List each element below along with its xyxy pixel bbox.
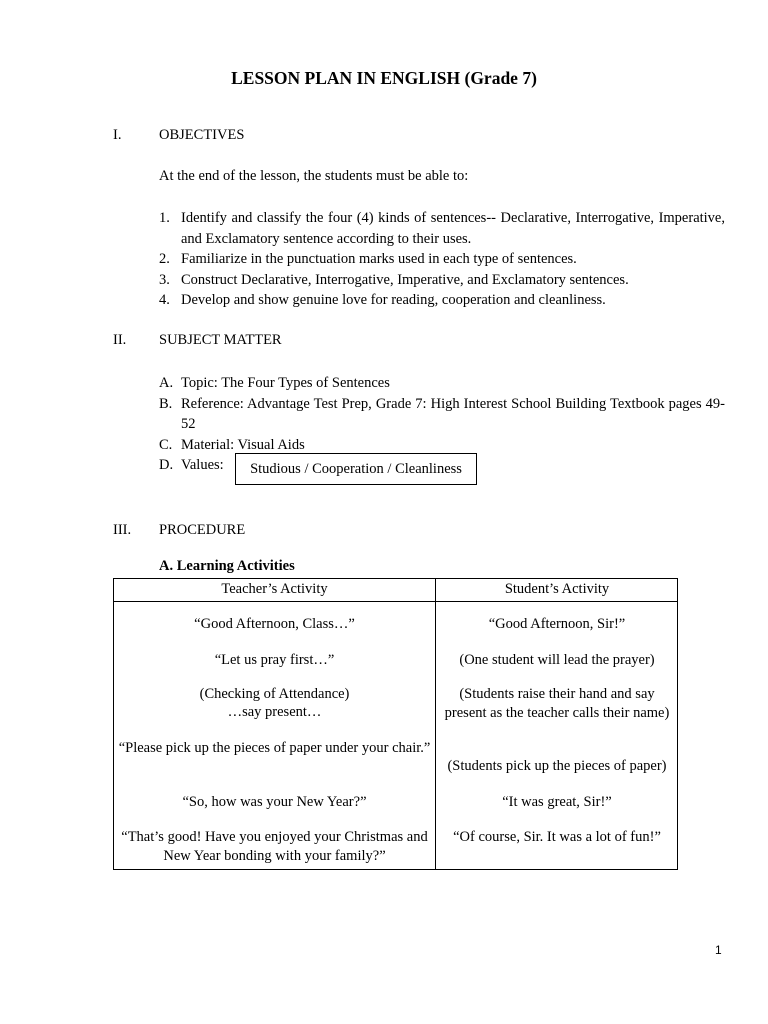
list-item	[159, 270, 725, 291]
list-item-text: Material: Visual Aids	[181, 436, 305, 453]
section-number-procedure: III.	[113, 522, 132, 538]
section-number-subject-matter: II.	[113, 332, 127, 348]
list-item-text: Reference: Advantage Test Prep, Grade 7: High Interest School Building Textbook pages 49-52	[181, 395, 725, 432]
list-marker: 3.	[159, 271, 170, 288]
values-box: Studious / Cooperation / Cleanliness	[235, 453, 477, 485]
list-marker: C.	[159, 436, 173, 453]
list-marker: A.	[159, 375, 174, 391]
teacher-activity-cell: “Let us pray first…”	[214, 652, 335, 668]
list-item-text: Identify and classify the four (4) kinds of sentences-- Declarative, Interrogative, Imperative, and Exclamatory sentence according to their uses.	[181, 210, 725, 247]
list-item	[159, 373, 725, 394]
list-item	[159, 249, 725, 270]
objectives-intro: At the end of the lesson, the students must be able to:	[159, 168, 469, 184]
header-student-activity: Student’s Activity	[504, 581, 610, 597]
list-marker: 1.	[159, 210, 170, 226]
teacher-activity-cell: “Good Afternoon, Class…”	[194, 616, 355, 632]
list-marker: D.	[159, 457, 174, 473]
learning-activities-heading: A. Learning Activities	[159, 558, 295, 574]
teacher-activity-cell: “Please pick up the pieces of paper under your chair.”	[118, 740, 431, 756]
list-marker: 2.	[159, 251, 170, 267]
teacher-activity-cell: (Checking of Attendance)	[199, 686, 350, 702]
teacher-activity-cell: …say present…	[227, 704, 322, 720]
list-item	[159, 394, 725, 435]
student-activity-cell: “Good Afternoon, Sir!”	[488, 616, 626, 632]
page-number: 1	[715, 943, 722, 957]
section-title-procedure: PROCEDURE	[159, 522, 246, 538]
section-title-objectives: OBJECTIVES	[159, 127, 245, 143]
activity-table	[113, 578, 678, 870]
list-item-text: Familiarize in the punctuation marks used in each type of sentences.	[181, 251, 577, 267]
list-item	[159, 290, 725, 311]
list-marker: B.	[159, 395, 173, 412]
column-divider	[435, 579, 436, 869]
teacher-activity-cell: “That’s good! Have you enjoyed your Christmas and New Year bonding with your family?”	[121, 829, 428, 864]
student-activity-cell: (Students raise their hand and say present as the teacher calls their name)	[444, 686, 670, 721]
student-activity-cell: “It was great, Sir!”	[502, 794, 612, 810]
section-number-objectives: I.	[113, 127, 122, 143]
objectives-list	[159, 208, 725, 311]
list-item	[159, 208, 725, 249]
list-item-text: Topic: The Four Types of Sentences	[181, 375, 390, 391]
student-activity-cell: “Of course, Sir. It was a lot of fun!”	[453, 829, 661, 845]
student-activity-cell: (Students pick up the pieces of paper)	[447, 758, 667, 774]
list-marker: 4.	[159, 292, 170, 308]
student-activity-cell: (One student will lead the prayer)	[459, 652, 655, 668]
header-teacher-activity: Teacher’s Activity	[221, 581, 328, 597]
teacher-activity-cell: “So, how was your New Year?”	[182, 794, 367, 810]
header-divider	[114, 601, 677, 602]
page-title: LESSON PLAN IN ENGLISH (Grade 7)	[231, 68, 537, 88]
section-title-subject-matter: SUBJECT MATTER	[159, 332, 282, 348]
list-item-text: Construct Declarative, Interrogative, Imperative, and Exclamatory sentences.	[181, 271, 629, 288]
list-item-text: Values:	[181, 457, 224, 473]
list-item	[159, 435, 725, 456]
list-item-text: Develop and show genuine love for reading, cooperation and cleanliness.	[181, 292, 606, 308]
